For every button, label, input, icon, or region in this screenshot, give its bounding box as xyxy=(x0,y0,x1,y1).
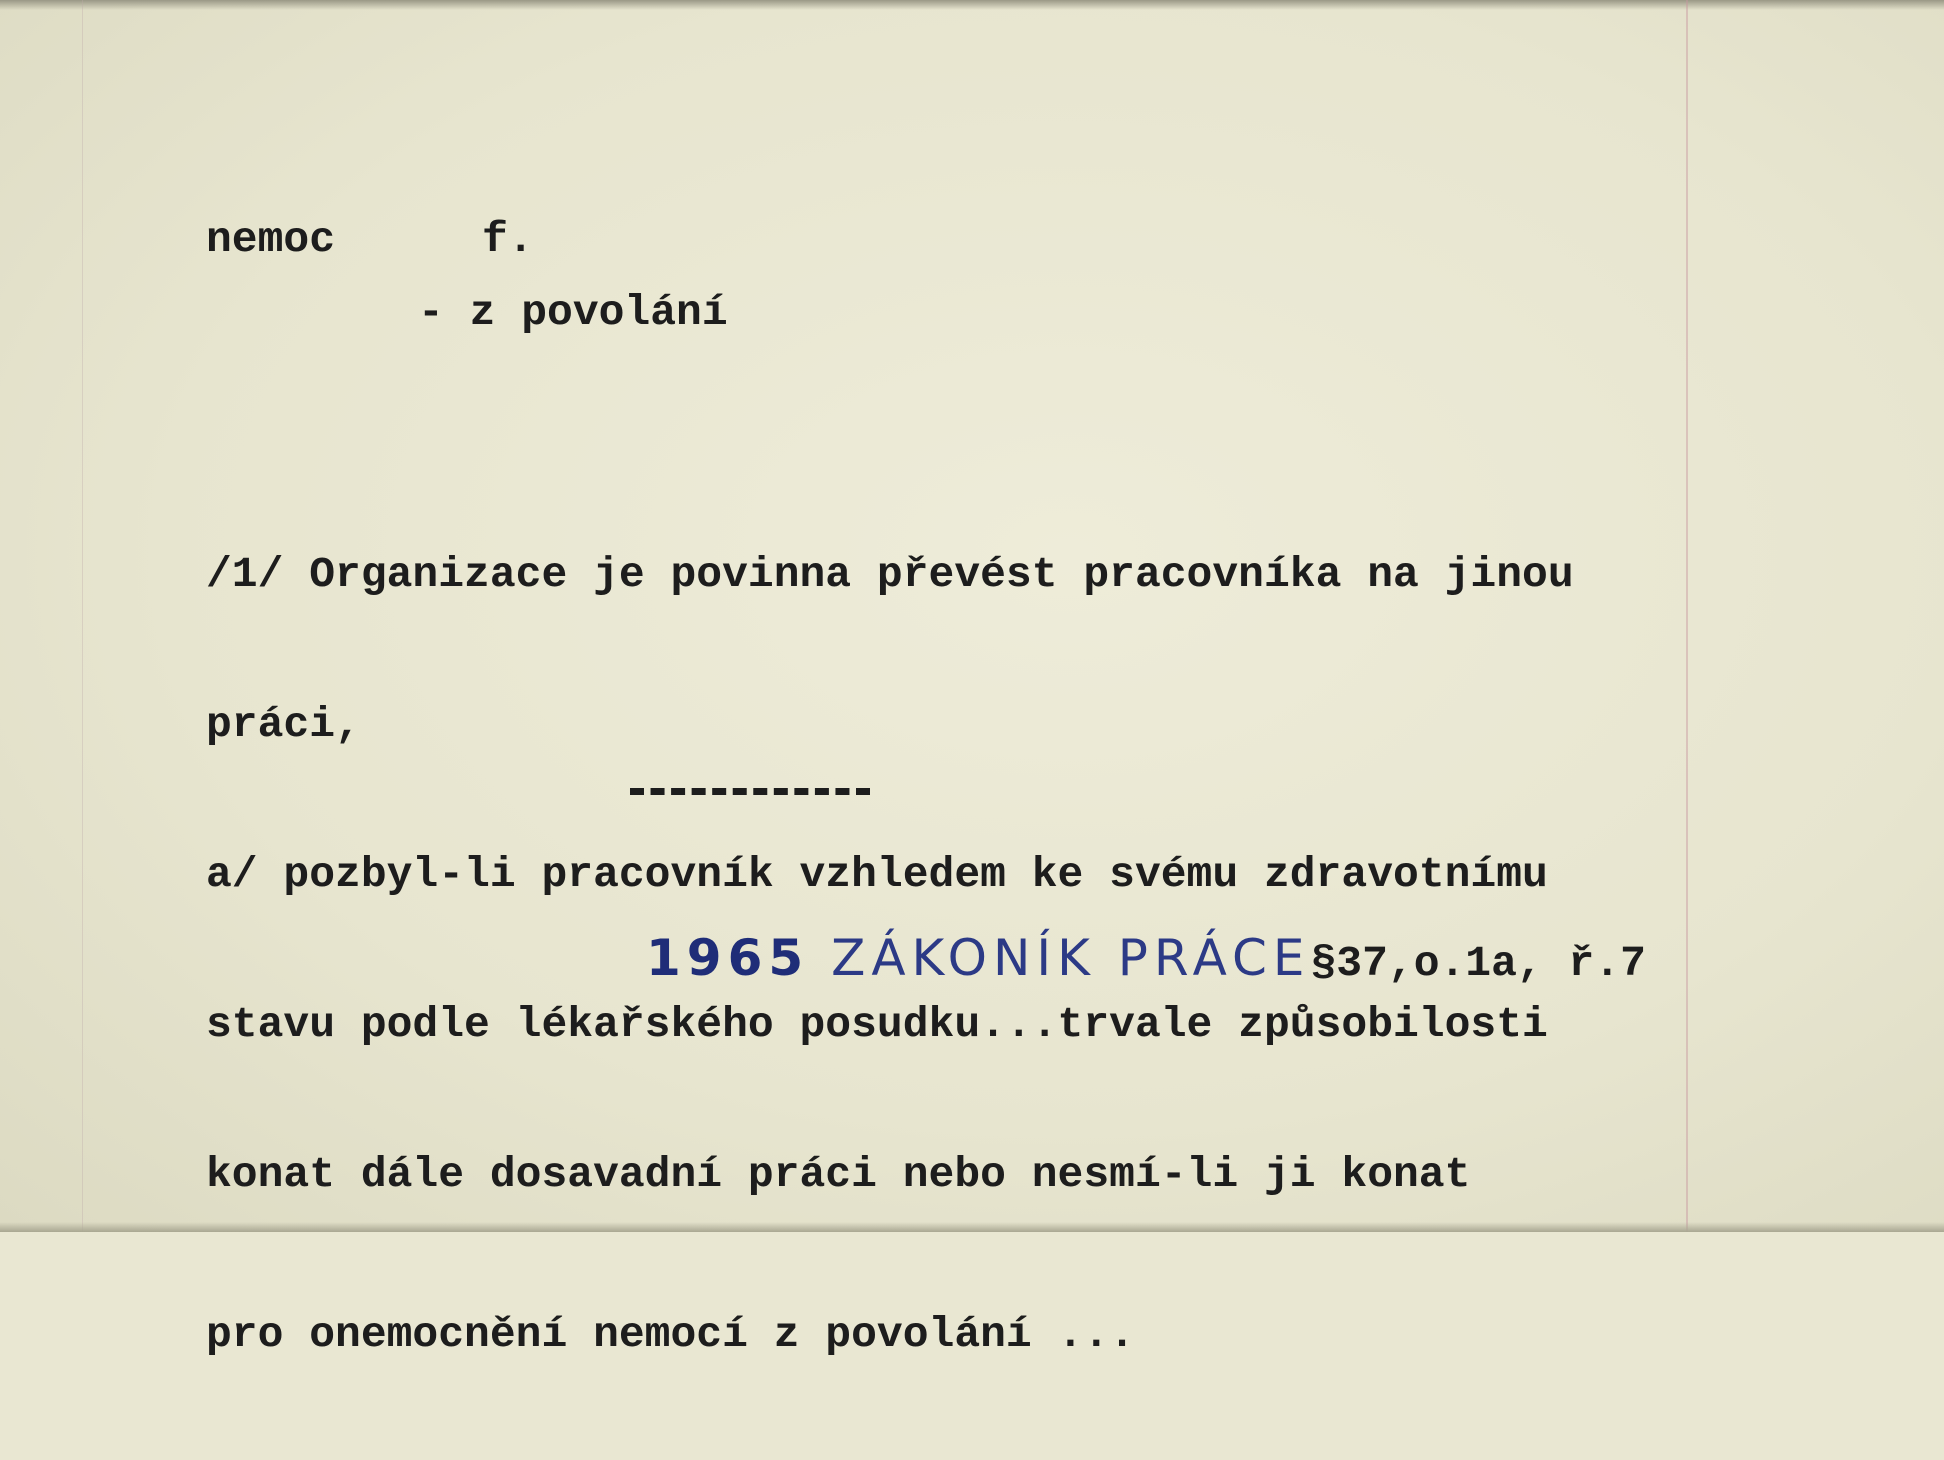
grammatical-gender: f. xyxy=(482,215,534,264)
headword: nemoc xyxy=(206,215,336,264)
term-underline xyxy=(630,788,870,795)
quotation-line: pro onemocnění nemocí z povolání ... xyxy=(206,1310,1135,1359)
left-margin-rule xyxy=(82,0,83,1232)
card-bottom-edge xyxy=(0,1222,1944,1232)
source-year-stamp: 1965 xyxy=(646,929,810,987)
card-top-edge xyxy=(0,0,1944,10)
quotation-line: stavu podle lékařského posudku...trvale způsobilosti xyxy=(206,1000,1548,1049)
source-citation xyxy=(630,910,1646,1006)
source-reference: §37,o.1a, ř.7 xyxy=(1310,939,1646,988)
quotation-line: práci, xyxy=(206,700,361,749)
right-margin-rule xyxy=(1686,0,1688,1232)
quotation-line: a/ pozbyl-li pracovník vzhledem ke svému zdravotnímu xyxy=(206,850,1548,899)
quotation-line: konat dále dosavadní práci nebo nesmí-li ji konat xyxy=(206,1150,1471,1199)
source-title-stamp: ZÁKONÍK PRÁCE xyxy=(831,929,1311,987)
quotation-line: /1/ Organizace je povinna převést pracovníka na jinou xyxy=(206,550,1574,599)
subentry: - z povolání xyxy=(418,288,728,337)
